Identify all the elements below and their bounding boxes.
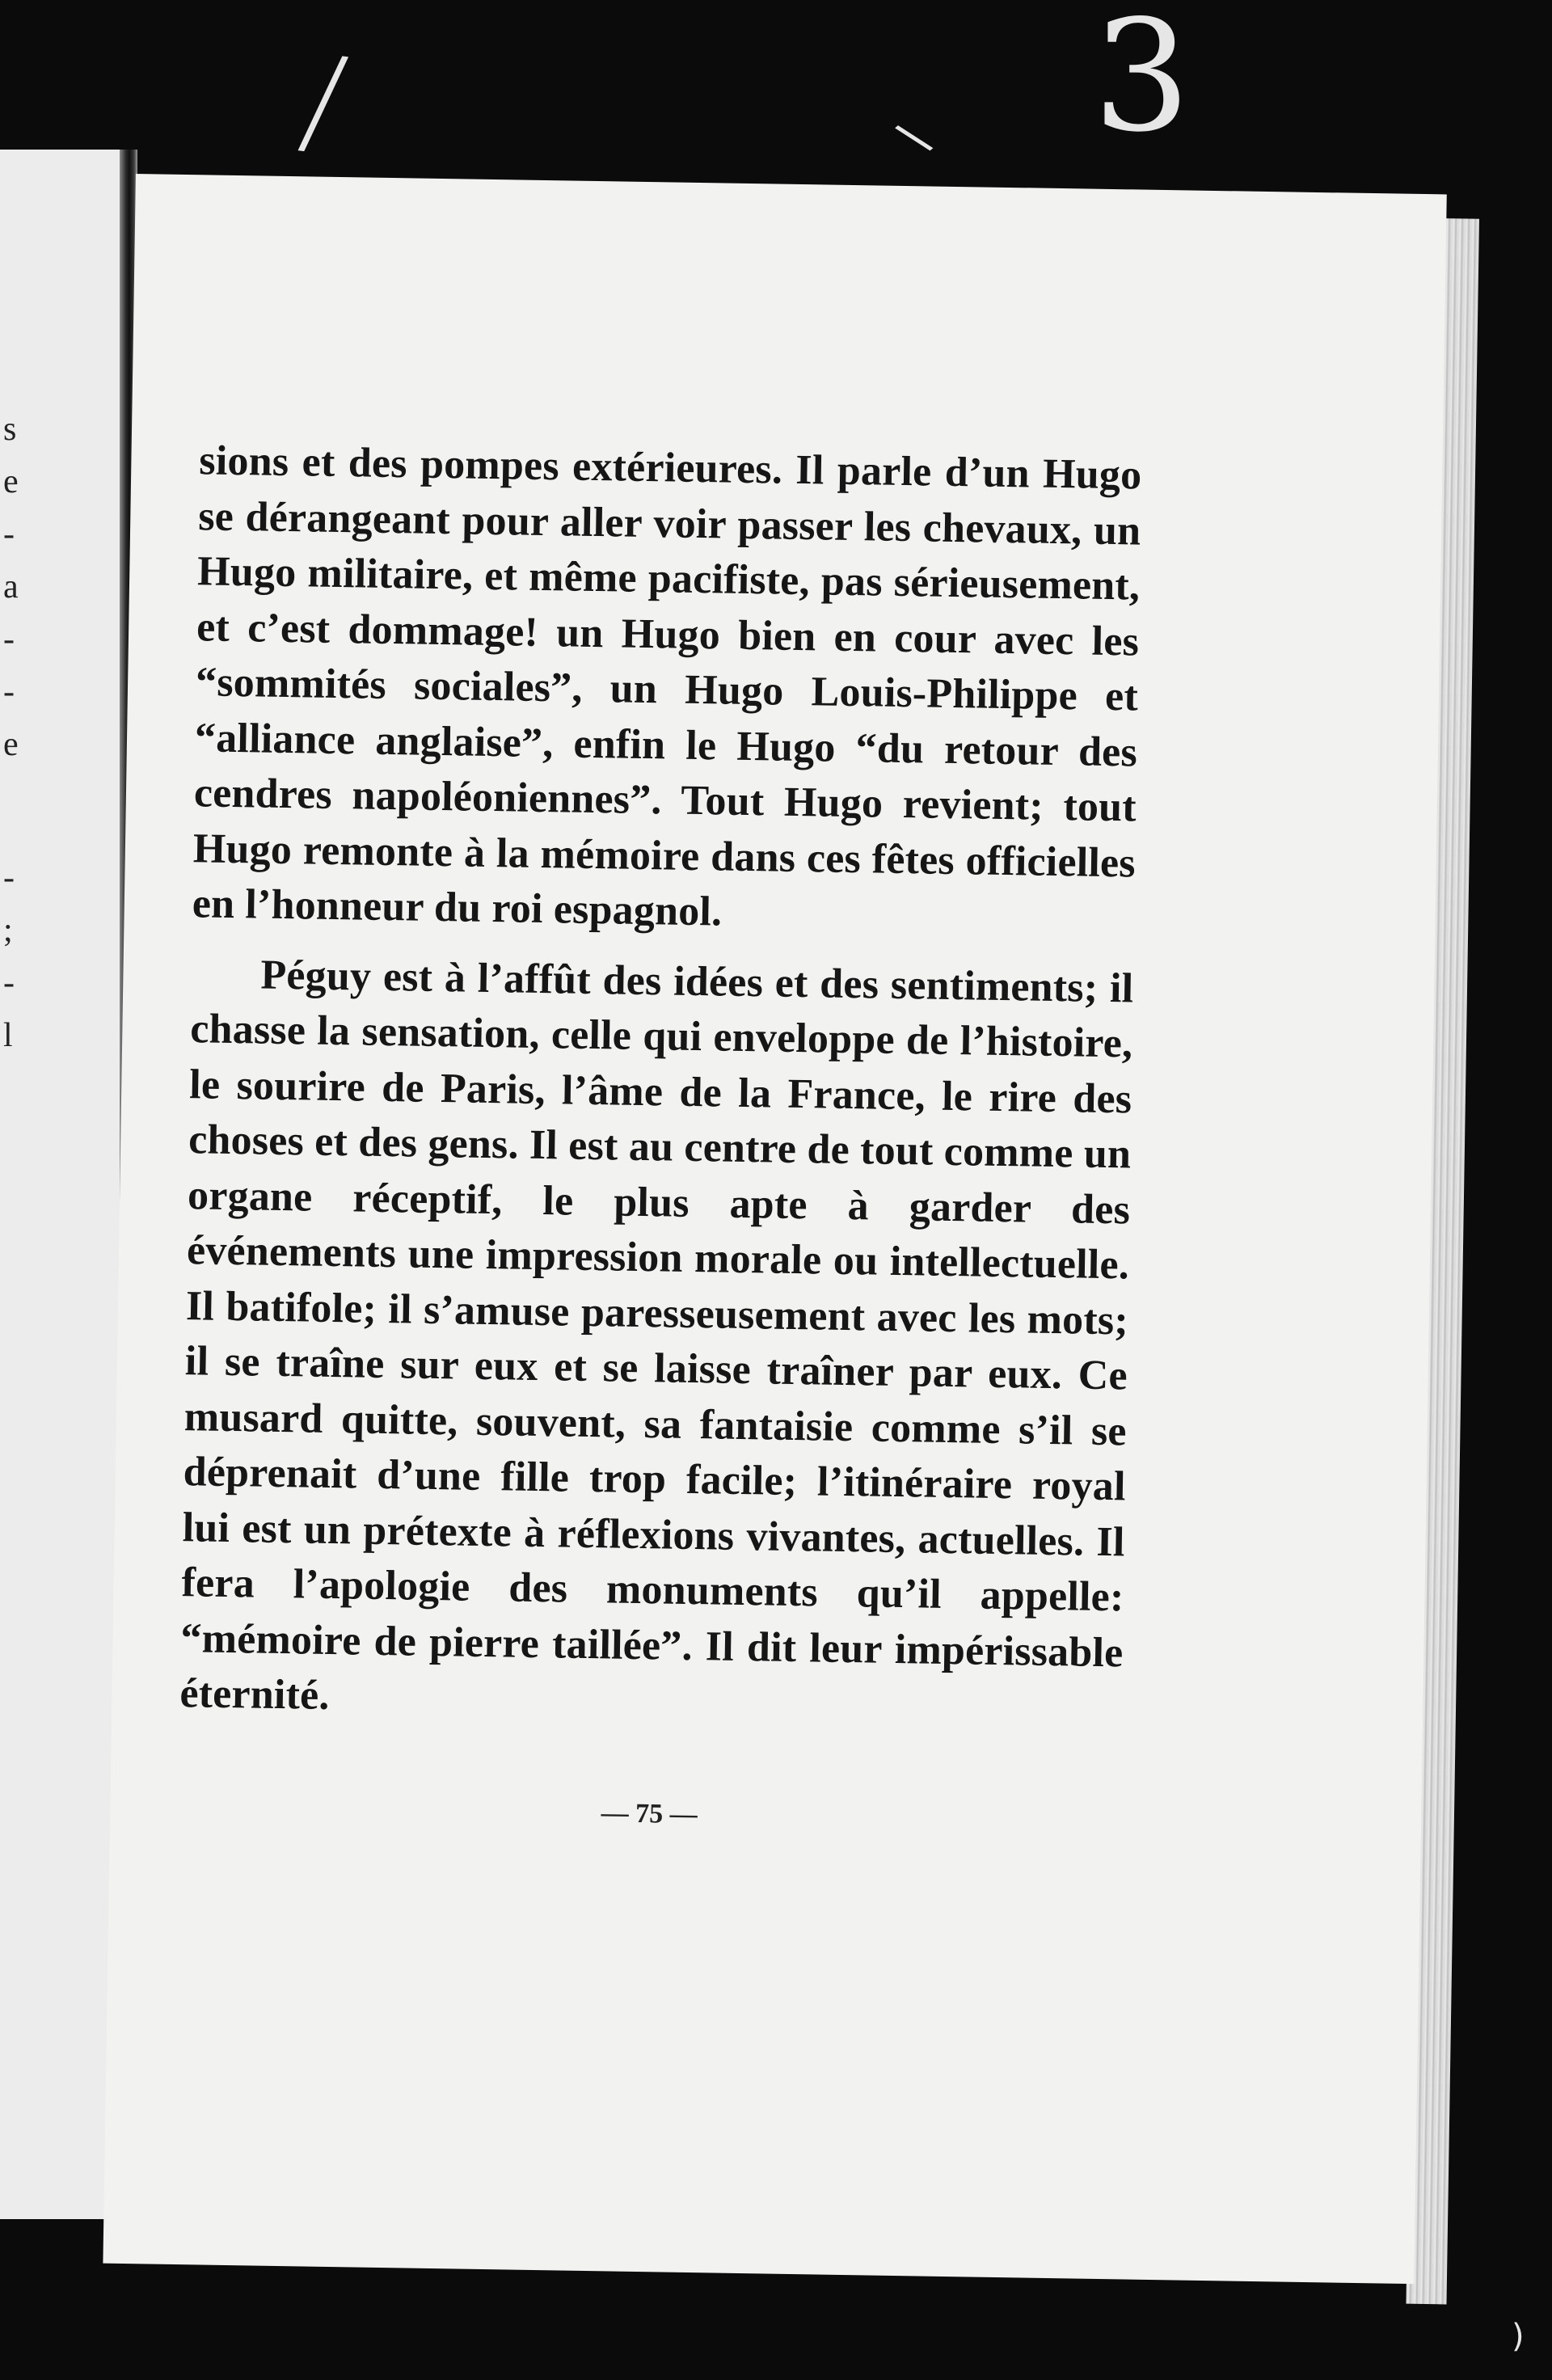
- scan-speck-mark: ): [1512, 2318, 1525, 2355]
- book-page: [103, 174, 1446, 2284]
- paragraph: Péguy est à l’affût des idées et des sentiments; il chasse la sensation, celle qui enveloppe de l’histoire, le sourire de Paris, l’âme de la France, le rire des choses et des gens. Il est au centre de tout comme un organe réceptif, le plus apte à garder des événements une impression morale ou intellectuelle. Il batifole; il s’amuse paresseusement avec les mots; il se traîne sur eux et se laisse traîner par eux. Ce musard quitte, souvent, sa fantaisie comme s’il se déprenait d’une fille trop facile; l’itinéraire royal lui est un prétexte à réflexions vivantes, actuelles. Il fera l’apologie des monuments qu’il appelle: “mémoire de pierre taillée”. Il dit leur impérissable éternité.: [179, 952, 1134, 1719]
- previous-page-fragment: [0, 150, 120, 2219]
- previous-page-margin-text: [0, 150, 120, 2219]
- margin-char: -: [3, 964, 15, 1002]
- margin-char: ;: [3, 912, 13, 949]
- scan-tick-mark: \: [888, 110, 938, 165]
- page-number: — 75 —: [601, 1798, 698, 1830]
- paragraph: sions et des pompes extérieures. Il parle d’un Hugo se dérangeant pour aller voir passer les chevaux, un Hugo militaire, et même pacifiste, pas sérieusement, et c’est dommage! un Hugo bien en cour avec les “sommités sociales”, un Hugo Louis-Philippe et “alliance anglaise”, enfin le Hugo “du retour des cendres napoléoniennes”. Tout Hugo revient; tout Hugo remonte à la mémoire dans ces fêtes officielles en l’honneur du roi espagnol.: [192, 437, 1142, 935]
- scan-slash-mark: /: [293, 28, 354, 174]
- scan-frame-number: 3: [1093, 0, 1191, 166]
- margin-char: -: [3, 621, 15, 658]
- margin-char: e: [3, 726, 19, 763]
- margin-char: -: [3, 516, 15, 553]
- margin-char: l: [3, 1017, 13, 1054]
- margin-char: -: [3, 673, 15, 711]
- margin-char: e: [3, 463, 19, 500]
- margin-char: -: [3, 859, 15, 897]
- margin-char: s: [3, 411, 17, 448]
- page-body: [179, 433, 1142, 1736]
- margin-char: a: [3, 568, 19, 606]
